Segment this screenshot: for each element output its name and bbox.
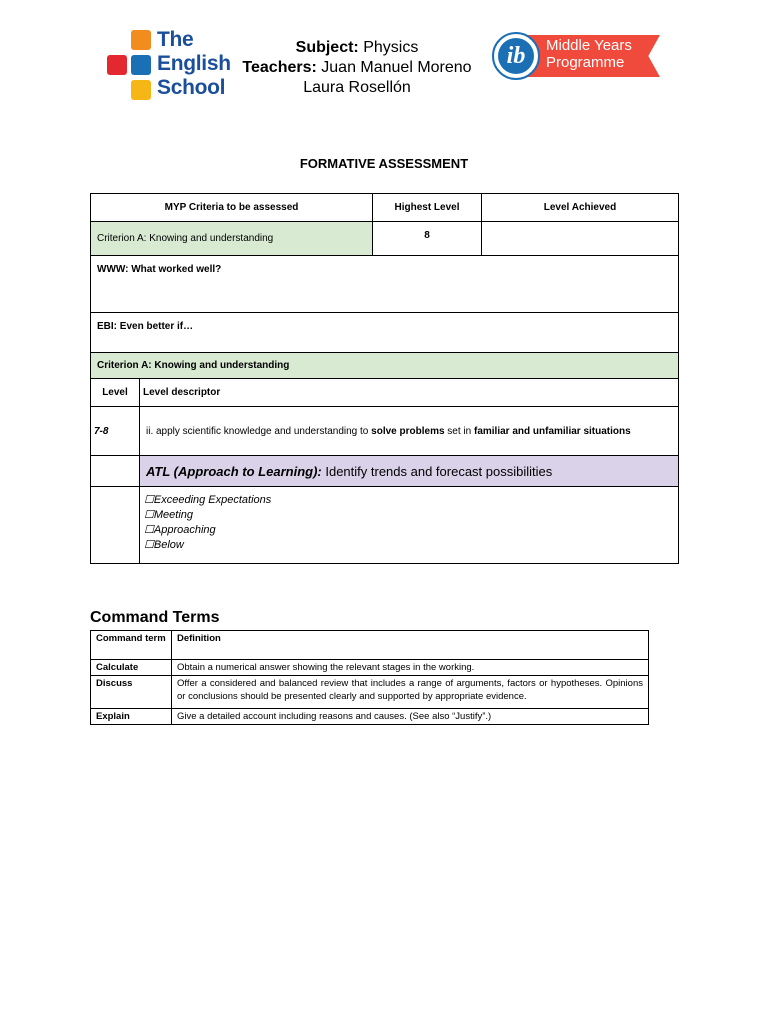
atl-cell <box>140 456 679 487</box>
table-row <box>91 660 649 676</box>
col-definition-header: Definition <box>172 631 649 660</box>
atl-label: ATL (Approach to Learning): <box>146 463 322 479</box>
www-cell[interactable]: WWW: What worked well? <box>91 256 679 313</box>
col-level-header: Level <box>91 379 140 407</box>
col-term-header: Command term <box>91 631 172 660</box>
ebi-cell[interactable]: EBI: Even better if… <box>91 313 679 370</box>
col-descriptor-header: Level descriptor <box>140 379 679 407</box>
term-discuss: Discuss <box>91 676 172 709</box>
school-name <box>157 28 231 100</box>
definition-discuss: Offer a considered and balanced review that includes a range of arguments, factors or hypotheses. Opinions or conclusions should be presented clearly and supported by appropriate evidence. <box>172 676 649 709</box>
subject-label: Subject: <box>295 39 359 56</box>
level-descriptor <box>140 407 679 456</box>
ib-myp-logo <box>492 32 660 80</box>
descriptor-text-mid: set in <box>444 425 474 437</box>
col-highest-header: Highest Level <box>373 194 482 222</box>
option-meeting[interactable] <box>144 508 674 523</box>
ib-mark: ib <box>498 38 534 74</box>
school-name-line-2: English <box>157 52 231 75</box>
teacher-1: Juan Manuel Moreno <box>321 59 472 76</box>
definition-explain: Give a detailed account including reasons and causes. (See also “Justify”.) <box>172 709 649 725</box>
level-achieved-cell[interactable] <box>482 222 679 256</box>
subject-line <box>232 38 482 58</box>
option-approaching[interactable] <box>144 523 674 538</box>
checkbox-icon[interactable]: ☐ <box>144 539 154 551</box>
option-below[interactable] <box>144 538 674 553</box>
ib-line-1: Middle Years <box>546 37 632 54</box>
col-achieved-header: Level Achieved <box>482 194 679 222</box>
table-row <box>91 676 649 709</box>
option-exceeding[interactable] <box>144 493 674 508</box>
atl-empty-cell <box>91 456 140 487</box>
checkbox-icon[interactable]: ☐ <box>144 524 154 536</box>
option-label: Below <box>153 539 184 551</box>
checkbox-icon[interactable]: ☐ <box>144 509 154 521</box>
descriptor-bold-1: solve problems <box>371 425 445 437</box>
logo-square-blue <box>131 55 151 75</box>
criterion-cell: Criterion A: Knowing and understanding <box>91 222 373 256</box>
command-terms-title: Command Terms <box>90 609 220 626</box>
subject-value: Physics <box>363 39 419 56</box>
descriptor-table <box>90 352 679 564</box>
option-label: Exceeding Expectations <box>153 494 272 506</box>
definition-calculate: Obtain a numerical answer showing the relevant stages in the working. <box>172 660 649 676</box>
options-empty-cell <box>91 487 140 564</box>
atl-text: Identify trends and forecast possibilities <box>321 463 553 479</box>
teachers-line <box>232 58 482 78</box>
option-label: Meeting <box>153 509 194 521</box>
teacher-2: Laura Rosellón <box>303 79 411 96</box>
level-value: 7-8 <box>91 407 140 456</box>
descriptor-criterion-header: Criterion A: Knowing and understanding <box>91 353 679 379</box>
logo-square-yellow <box>131 80 151 100</box>
logo-square-orange <box>131 30 151 50</box>
option-label: Approaching <box>153 524 216 536</box>
descriptor-bold-2: familiar and unfamiliar situations <box>473 425 631 437</box>
logo-square-red <box>107 55 127 75</box>
ib-programme-text <box>546 37 632 71</box>
rating-options <box>140 487 679 564</box>
table-row <box>91 709 649 725</box>
command-terms-table <box>90 630 649 725</box>
descriptor-text: ii. apply scientific knowledge and understanding to <box>146 425 372 437</box>
ib-line-2: Programme <box>546 54 625 71</box>
school-name-line-3: School <box>157 76 226 99</box>
col-criteria-header: MYP Criteria to be assessed <box>91 194 373 222</box>
document-title: FORMATIVE ASSESSMENT <box>299 156 469 171</box>
ib-circle-icon <box>492 32 540 80</box>
highest-level-cell: 8 <box>373 222 482 256</box>
term-explain: Explain <box>91 709 172 725</box>
school-name-line-1: The <box>157 28 194 51</box>
header-info <box>232 38 482 98</box>
school-logo <box>105 30 230 102</box>
assessment-table <box>90 193 679 370</box>
term-calculate: Calculate <box>91 660 172 676</box>
teachers-label: Teachers: <box>242 59 317 76</box>
checkbox-icon[interactable]: ☐ <box>144 494 154 506</box>
